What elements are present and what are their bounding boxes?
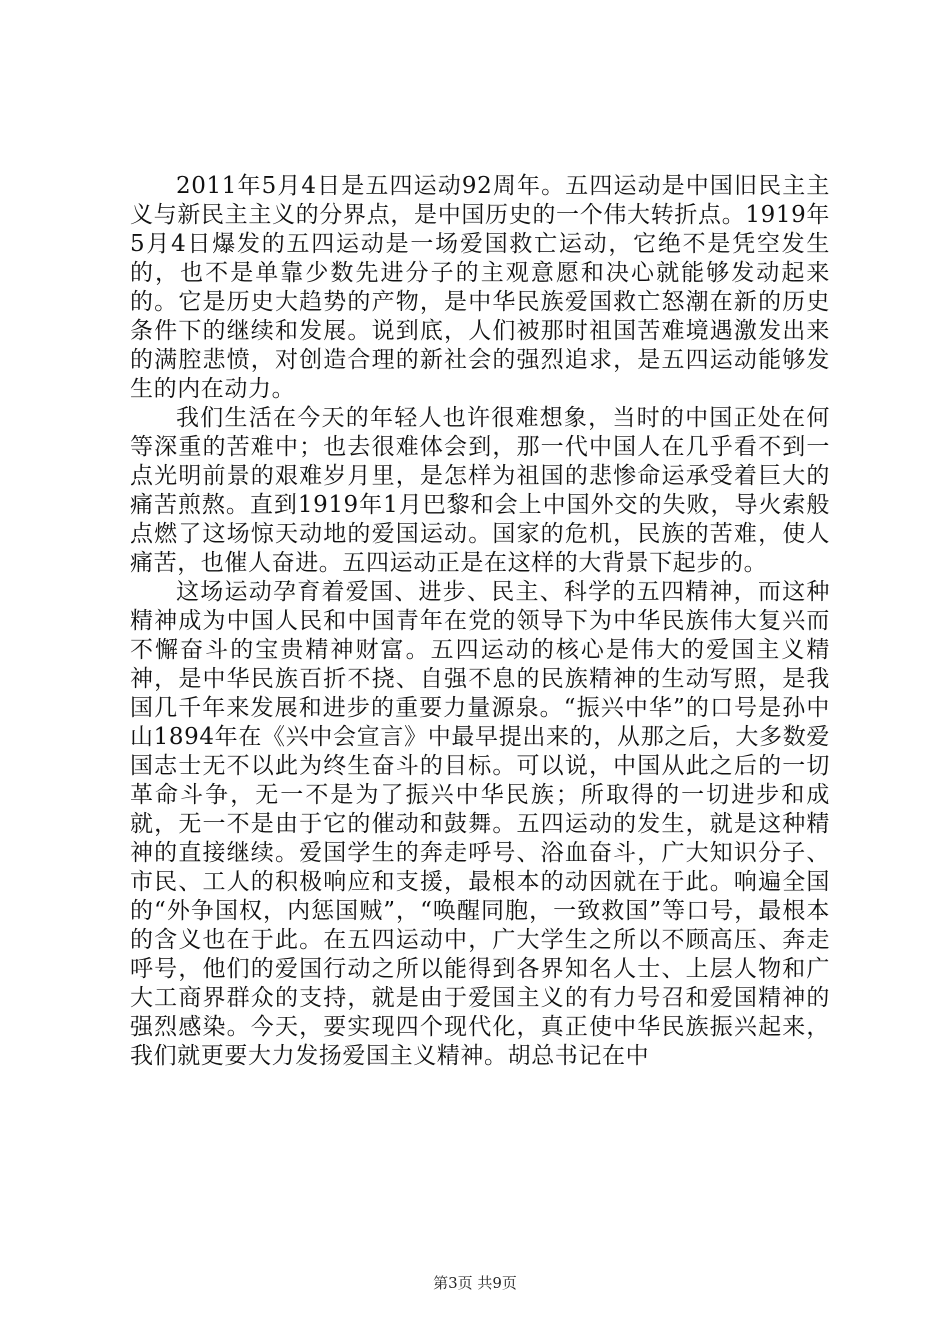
paragraph-3: 这场运动孕育着爱国、进步、民主、科学的五四精神，而这种精神成为中国人民和中国青年在党的领导下为中华民族伟大复兴而不懈奋斗的宝贵精神财富。五四运动的核心是伟大的爱国主义精神，是中华民族百折不挠、自强不息的民族精神的生动写照，是我国几千年来发展和进步的重要力量源泉。“振兴中华”的口号是孙中山1894年在《兴中会宣言》中最早提出来的，从那之后，大多数爱国志士无不以此为终生奋斗的目标。可以说，中国从此之后的一切革命斗争，无一不是为了振兴中华民族；所取得的一切进步和成就，无一不是由于它的催动和鼓舞。五四运动的发生，就是这种精神的直接继续。爱国学生的奔走呼号、浴血奋斗，广大知识分子、市民、工人的积极响应和支援，最根本的动因就在于此。响遍全国的“外争国权，内惩国贼”，“唤醒同胞，一致救国”等口号，最根本的含义也在于此。在五四运动中，广大学生之所以不顾高压、奔走呼号，他们的爱国行动之所以能得到各界知名人士、上层人物和广大工商界群众的支持，就是由于爱国主义的有力号召和爱国精神的强烈感染。今天，要实现四个现代化，真正使中华民族振兴起来，我们就更要大力发扬爱国主义精神。胡总书记在中 xyxy=(130,579,830,1069)
page-footer xyxy=(0,1272,950,1293)
document-body xyxy=(130,172,830,1071)
paragraph-1: 2011年5月4日是五四运动92周年。五四运动是中国旧民主主义与新民主主义的分界点，是中国历史的一个伟大转折点。1919年5月4日爆发的五四运动是一场爱国救亡运动，它绝不是凭空发生的，也不是单靠少数先进分子的主观意愿和决心就能够发动起来的。它是历史大趋势的产物，是中华民族爱国救亡怒潮在新的历史条件下的继续和发展。说到底，人们被那时祖国苦难境遇激发出来的满腔悲愤，对创造合理的新社会的强烈追求，是五四运动能够发生的内在动力。 xyxy=(130,173,830,402)
paragraph-2: 我们生活在今天的年轻人也许很难想象，当时的中国正处在何等深重的苦难中；也去很难体会到，那一代中国人在几乎看不到一点光明前景的艰难岁月里，是怎样为祖国的悲惨命运承受着巨大的痛苦煎熬。直到1919年1月巴黎和会上中国外交的失败，导火索般点燃了这场惊天动地的爱国运动。国家的危机，民族的苦难，使人痛苦，也催人奋进。五四运动正是在这样的大背景下起步的。 xyxy=(130,405,830,576)
page-number-label: 第3页 共9页 xyxy=(433,1274,517,1292)
